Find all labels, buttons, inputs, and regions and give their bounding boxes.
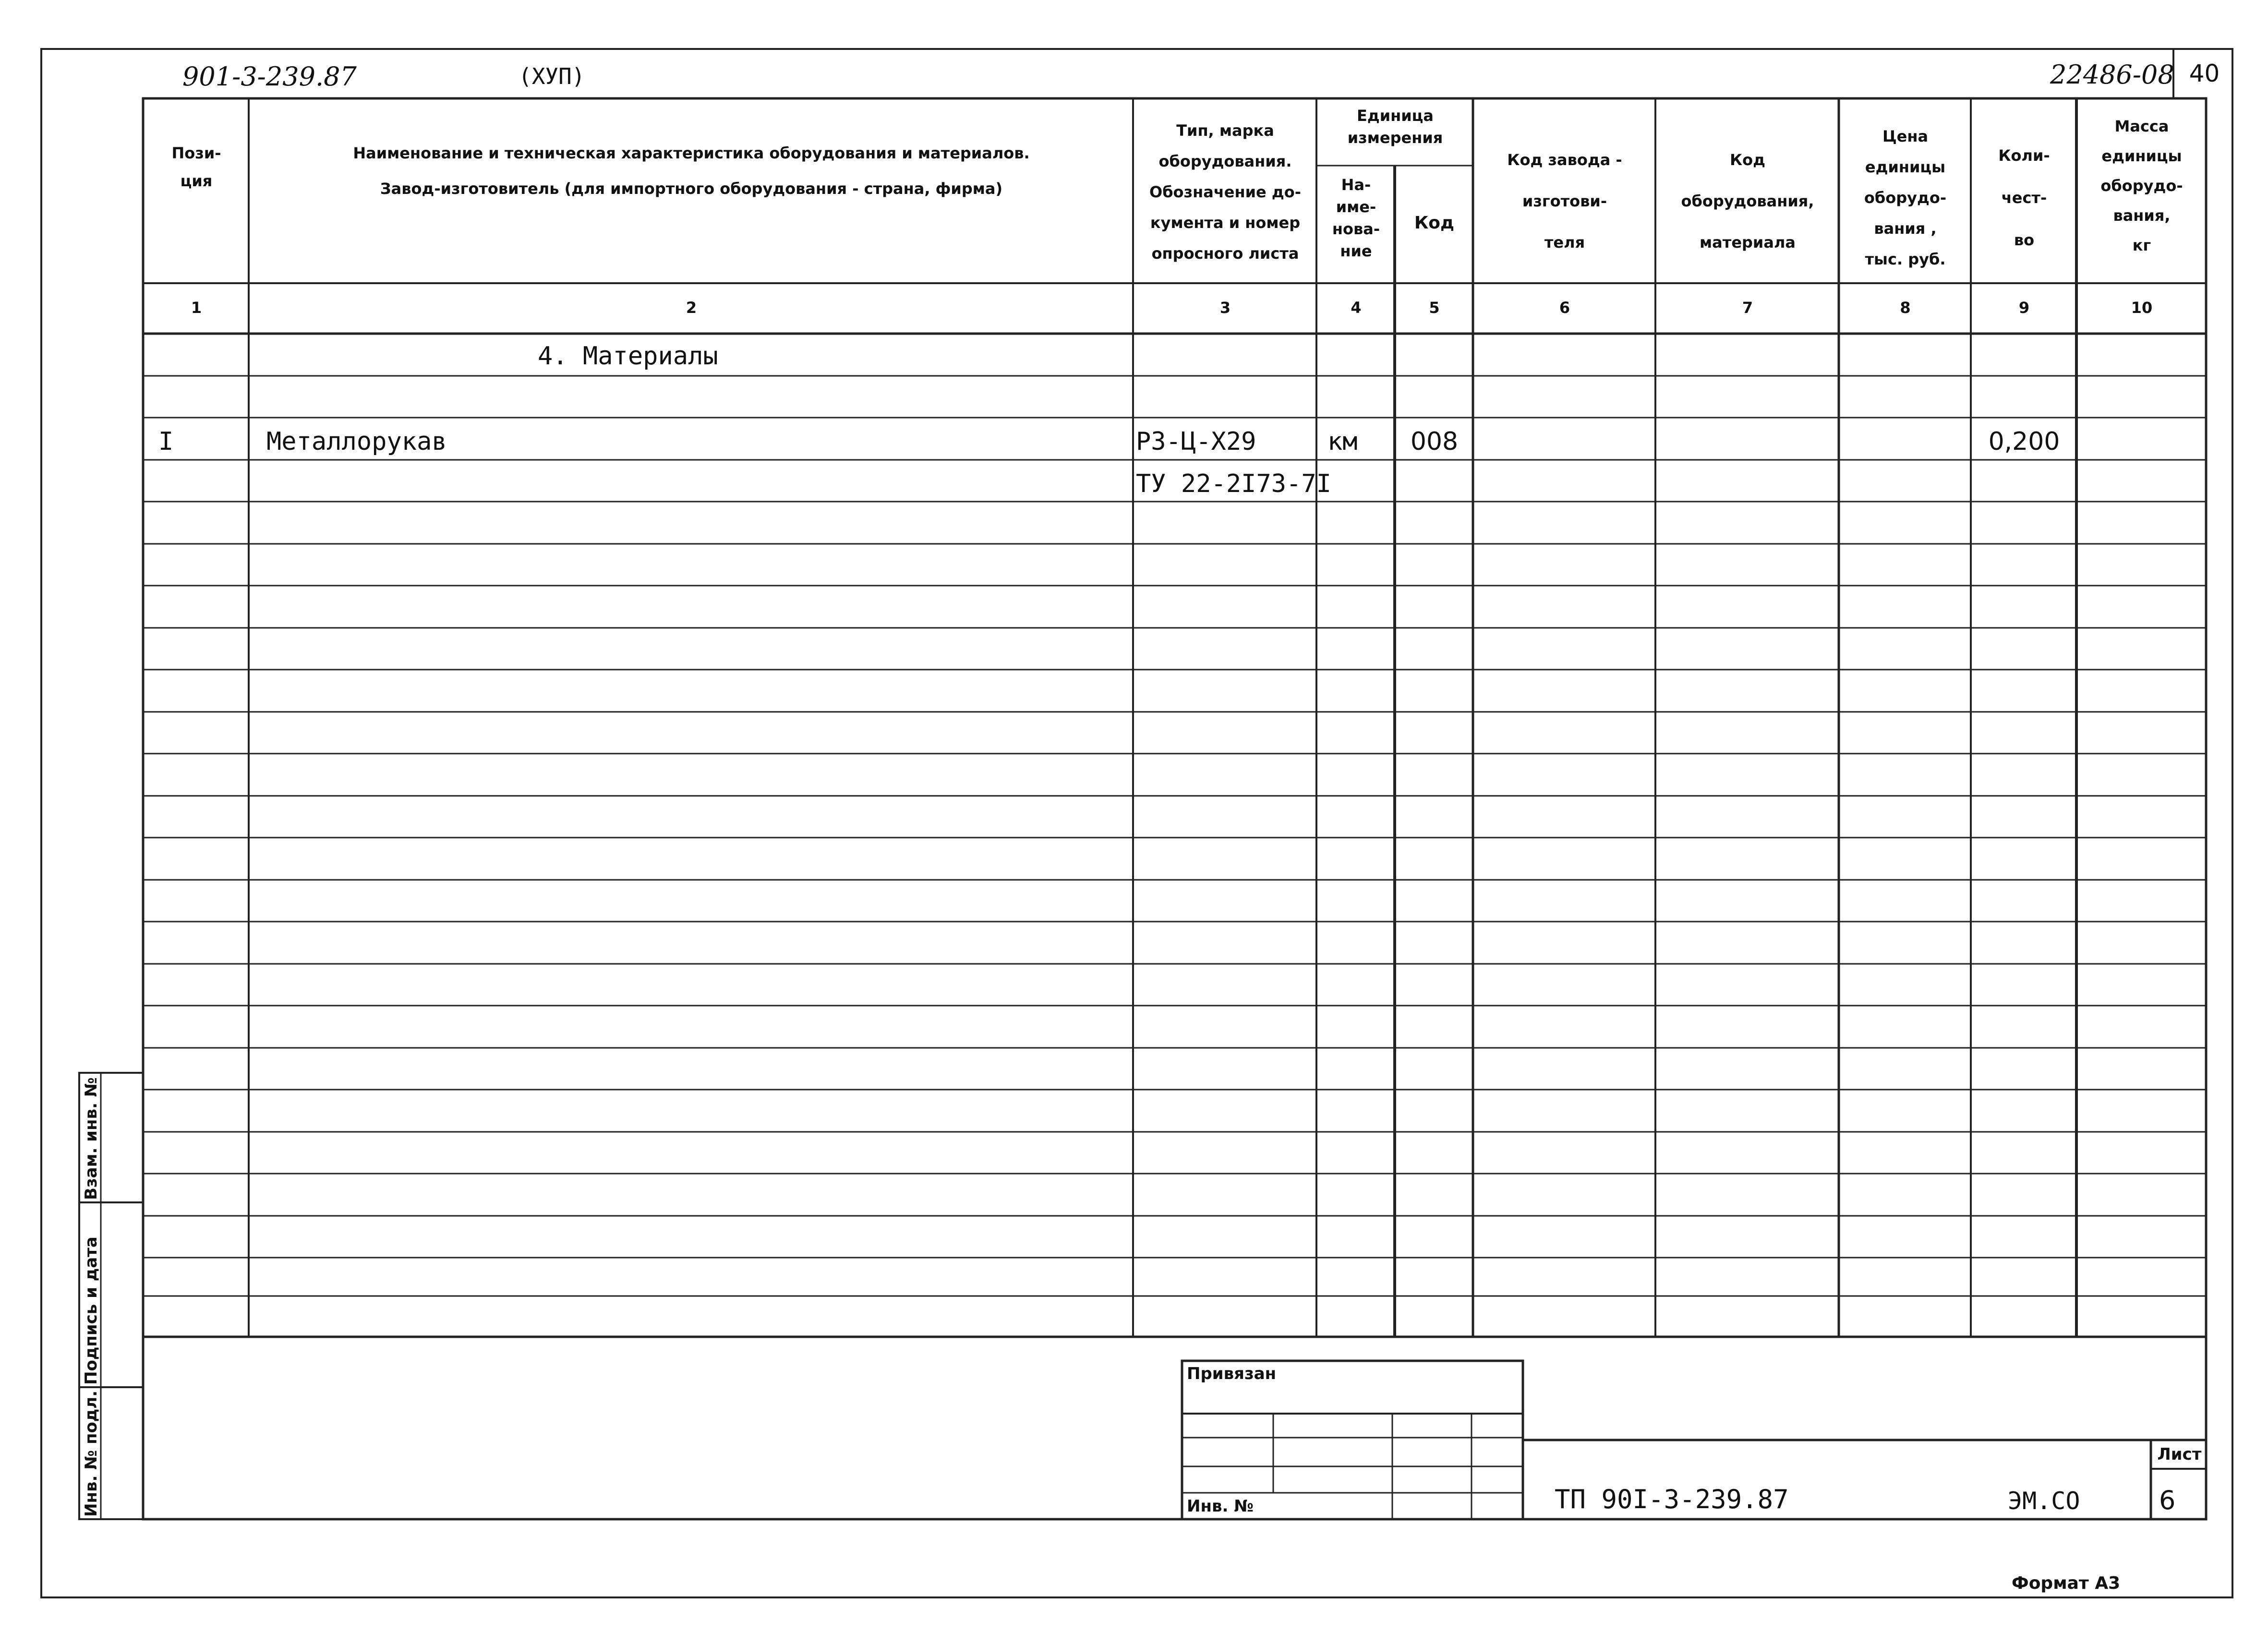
col-header-unit-code: Код — [1414, 213, 1455, 233]
col-header-mass-line: Масса — [2114, 117, 2169, 135]
stamp-podpis-data: Подпись и дата — [82, 1236, 101, 1385]
stamp-inv-podl: Инв. № подл. — [82, 1390, 101, 1517]
designation: ТП 90I-3-239.87 — [1555, 1484, 1789, 1514]
row-unit-code: 008 — [1410, 427, 1459, 456]
col-header-unit-group — [1317, 105, 1473, 149]
col-header-unit-name-line: ние — [1340, 242, 1372, 260]
col-header-equipment-code-line: материала — [1700, 233, 1796, 252]
col-header-unit-name-line: име- — [1336, 198, 1376, 216]
col-header-equipment-code-line: Код — [1730, 151, 1765, 169]
col-header-position-line: ция — [180, 172, 213, 190]
col-header-quantity-line: чест- — [2001, 189, 2047, 207]
col-header-equipment-code — [1656, 139, 1839, 263]
col-number: 6 — [1559, 299, 1570, 317]
col-header-name — [250, 139, 1133, 203]
col-header-price-line: Цена — [1882, 127, 1929, 145]
sheet-number: 6 — [2159, 1485, 2176, 1515]
row-type: РЗ-Ц-Х29 — [1136, 427, 1256, 456]
col-header-type-line: кумента и номер — [1150, 214, 1301, 232]
col-number: 5 — [1429, 299, 1440, 317]
row-type: ТУ 22-2I73-7I — [1136, 469, 1331, 498]
col-header-unit-group-line: Единица — [1357, 107, 1434, 125]
col-header-factory-code — [1474, 139, 1655, 263]
col-header-price-line: вания , — [1874, 219, 1937, 238]
col-number: 9 — [2018, 299, 2030, 317]
row-name: Металлорукав — [266, 427, 447, 456]
col-header-unit-name-line: нова- — [1332, 220, 1380, 238]
col-header-mass-line: вания, — [2113, 206, 2171, 225]
sheet-label: Лист — [2157, 1445, 2202, 1464]
section-code: (ХУП) — [519, 63, 585, 89]
doc-code: 901-3-239.87 — [182, 61, 357, 92]
col-number: 7 — [1742, 299, 1753, 317]
col-header-quantity-line: во — [2014, 231, 2035, 249]
col-header-factory-code-line: изготови- — [1522, 192, 1607, 210]
format-label: Формат А3 — [2012, 1573, 2121, 1593]
row-quantity: 0,200 — [1988, 427, 2060, 456]
col-header-factory-code-line: Код завода - — [1507, 151, 1622, 169]
col-header-position-line: Пози- — [171, 144, 221, 162]
archive-number: 22486-08 — [2050, 60, 2174, 90]
col-header-price — [1840, 121, 1971, 275]
col-header-type — [1134, 115, 1316, 269]
col-header-unit-name-line: На- — [1341, 176, 1371, 194]
col-header-type-line: опросного листа — [1151, 244, 1299, 263]
col-header-name-line: Наименование и техническая характеристика оборудования и материалов. — [353, 144, 1030, 162]
col-header-equipment-code-line: оборудования, — [1681, 192, 1814, 210]
col-header-mass-line: единицы — [2101, 147, 2182, 165]
col-header-price-line: тыс. руб. — [1865, 250, 1946, 268]
stamp-inv-no: Инв. № — [1187, 1497, 1254, 1516]
page-number: 40 — [2172, 48, 2234, 98]
col-header-price-line: единицы — [1865, 158, 1946, 176]
col-header-type-line: Обозначение до- — [1149, 183, 1301, 201]
row-unit: км — [1327, 427, 1358, 456]
col-number: 3 — [1219, 299, 1231, 317]
col-number: 1 — [191, 299, 202, 317]
col-header-unit-name — [1317, 174, 1395, 262]
col-header-mass-line: оборудо- — [2100, 177, 2183, 195]
col-header-type-line: Тип, марка — [1176, 121, 1274, 140]
col-header-unit-group-line: измерения — [1347, 129, 1443, 147]
stamp-vzam-inv: Взам. инв. № — [82, 1077, 101, 1200]
col-header-mass — [2077, 111, 2206, 260]
col-header-type-line: оборудования. — [1158, 152, 1292, 170]
col-header-quantity-line: Коли- — [1998, 146, 2050, 165]
doc-mark: ЭМ.СО — [2008, 1487, 2080, 1515]
row-position: I — [158, 427, 174, 456]
col-header-mass-line: кг — [2132, 236, 2151, 254]
col-header-name-line: Завод-изготовитель (для импортного оборудования - страна, фирма) — [380, 180, 1003, 198]
col-number: 2 — [686, 299, 697, 317]
col-number: 4 — [1351, 299, 1362, 317]
col-header-quantity — [1972, 134, 2076, 261]
stamp-privyazan: Привязан — [1187, 1364, 1277, 1383]
col-number: 8 — [1900, 299, 1911, 317]
col-header-price-line: оборудо- — [1864, 189, 1947, 207]
col-header-factory-code-line: теля — [1544, 233, 1585, 252]
col-number: 10 — [2131, 299, 2153, 317]
col-header-position — [144, 139, 249, 195]
section-title: 4. Материалы — [538, 342, 718, 371]
